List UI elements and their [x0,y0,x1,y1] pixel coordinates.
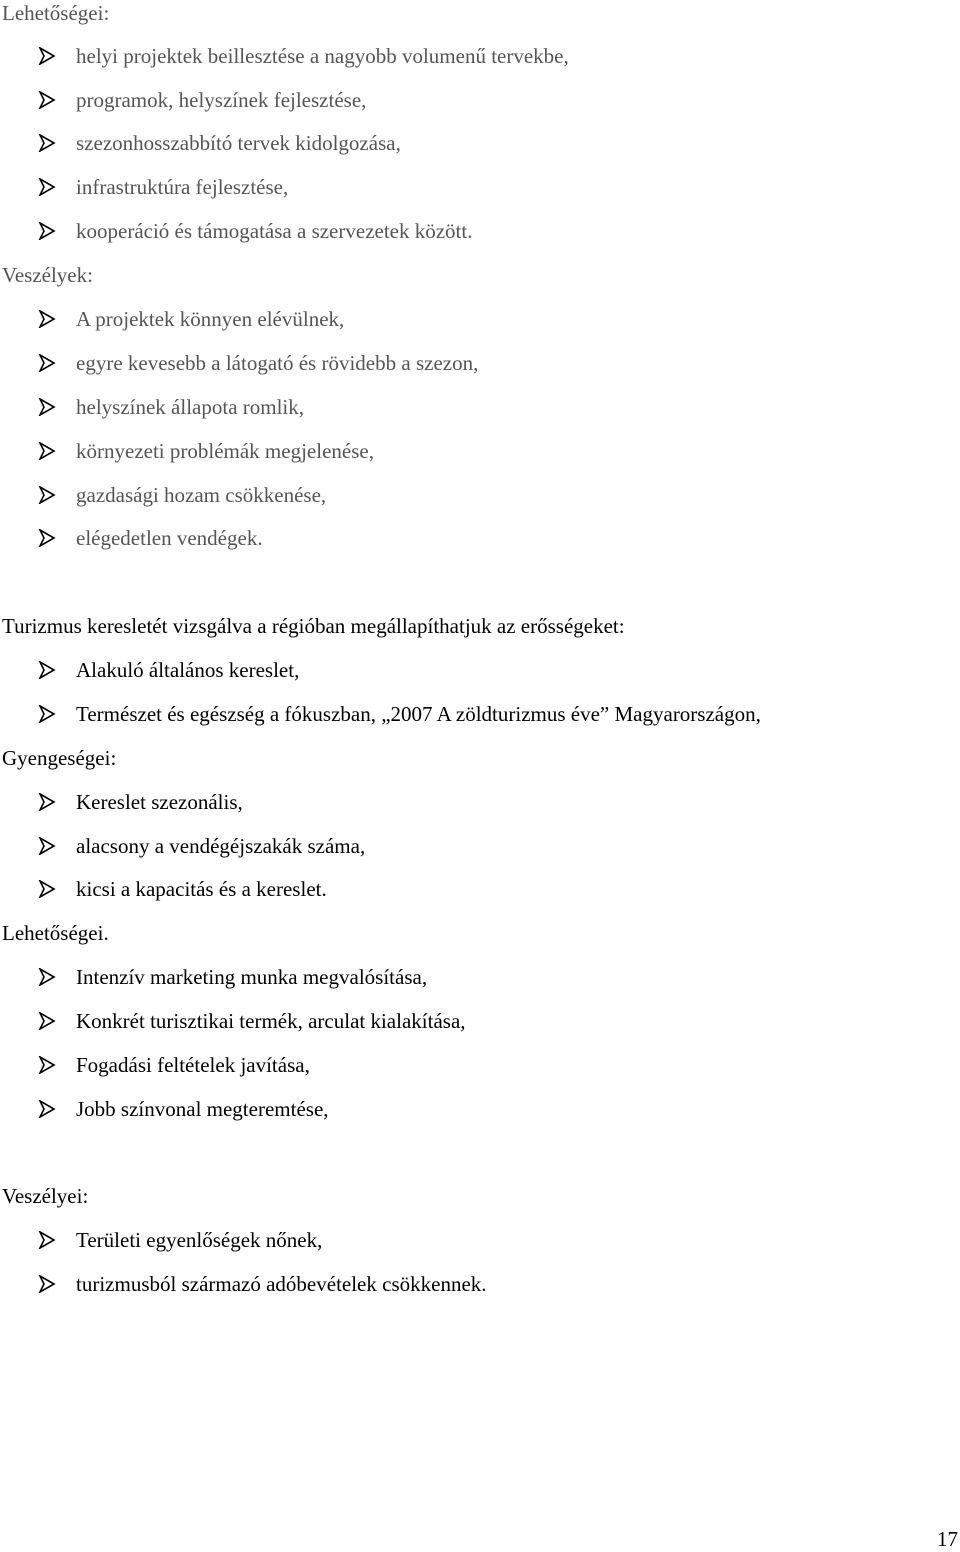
list-item [38,130,401,156]
section-heading: Lehetőségei: [2,1,110,25]
list-item-text: alacsony a vendégéjszakák száma, [76,834,366,858]
arrowhead-bullet-icon [38,964,76,986]
section-heading: Veszélyei: [2,1184,89,1208]
list-item [38,964,427,990]
list-item-text: Intenzív marketing munka megvalósítása, [76,965,428,989]
list-item [38,43,569,69]
list-item-text: szezonhosszabbító tervek kidolgozása, [76,131,401,155]
arrowhead-bullet-icon [38,87,76,109]
list-item [38,350,478,376]
arrowhead-bullet-icon [38,438,76,460]
list-item [38,306,344,332]
list-item [38,701,761,727]
list-item-text: helyi projektek beillesztése a nagyobb volumenű tervekbe, [76,44,569,68]
arrowhead-bullet-icon [38,43,76,65]
list-item-text: helyszínek állapota romlik, [76,395,305,419]
list-item [38,833,365,859]
arrowhead-bullet-icon [38,876,76,898]
list-item [38,525,263,551]
list-item-text: infrastruktúra fejlesztése, [76,175,289,199]
list-item-text: Területi egyenlőségek nőnek, [76,1228,323,1252]
page-number: 17 [937,1527,958,1551]
list-item [38,218,472,244]
list-item-text: programok, helyszínek fejlesztése, [76,88,367,112]
list-item-text: elégedetlen vendégek. [76,526,263,550]
arrowhead-bullet-icon [38,1096,76,1118]
list-item-text: kooperáció és támogatása a szervezetek között. [76,219,473,243]
section-heading: Veszélyek: [2,263,93,287]
list-item [38,876,327,902]
arrowhead-bullet-icon [38,1271,76,1293]
list-item-text: Konkrét turisztikai termék, arculat kialakítása, [76,1009,466,1033]
section-heading: Gyengeségei: [2,746,117,770]
arrowhead-bullet-icon [38,130,76,152]
list-item [38,438,374,464]
list-item [38,174,288,200]
arrowhead-bullet-icon [38,1008,76,1030]
list-item [38,1052,310,1078]
list-item-text: Kereslet szezonális, [76,790,243,814]
list-item-text: turizmusból származó adóbevételek csökkennek. [76,1272,487,1296]
list-item [38,394,304,420]
section-heading: Turizmus keresletét vizsgálva a régióban megállapíthatjuk az erősségeket: [2,614,625,638]
list-item-text: Jobb színvonal megteremtése, [76,1097,329,1121]
arrowhead-bullet-icon [38,306,76,328]
arrowhead-bullet-icon [38,525,76,547]
list-item [38,789,243,815]
list-item-text: Fogadási feltételek javítása, [76,1053,310,1077]
list-item [38,1227,322,1253]
arrowhead-bullet-icon [38,833,76,855]
arrowhead-bullet-icon [38,218,76,240]
arrowhead-bullet-icon [38,657,76,679]
arrowhead-bullet-icon [38,394,76,416]
list-item [38,87,366,113]
list-item [38,657,299,683]
arrowhead-bullet-icon [38,701,76,723]
section-heading: Lehetőségei. [2,921,109,945]
arrowhead-bullet-icon [38,482,76,504]
list-item [38,482,326,508]
list-item-text: Alakuló általános kereslet, [76,658,300,682]
list-item-text: kicsi a kapacitás és a kereslet. [76,877,327,901]
list-item-text: egyre kevesebb a látogató és rövidebb a szezon, [76,351,479,375]
list-item [38,1271,487,1297]
arrowhead-bullet-icon [38,1227,76,1249]
list-item [38,1008,466,1034]
arrowhead-bullet-icon [38,174,76,196]
list-item-text: A projektek könnyen elévülnek, [76,307,345,331]
arrowhead-bullet-icon [38,1052,76,1074]
list-item-text: Természet és egészség a fókuszban, „2007 A zöldturizmus éve” Magyarországon, [76,702,761,726]
arrowhead-bullet-icon [38,789,76,811]
arrowhead-bullet-icon [38,350,76,372]
list-item-text: gazdasági hozam csökkenése, [76,483,327,507]
list-item [38,1096,329,1122]
list-item-text: környezeti problémák megjelenése, [76,439,374,463]
